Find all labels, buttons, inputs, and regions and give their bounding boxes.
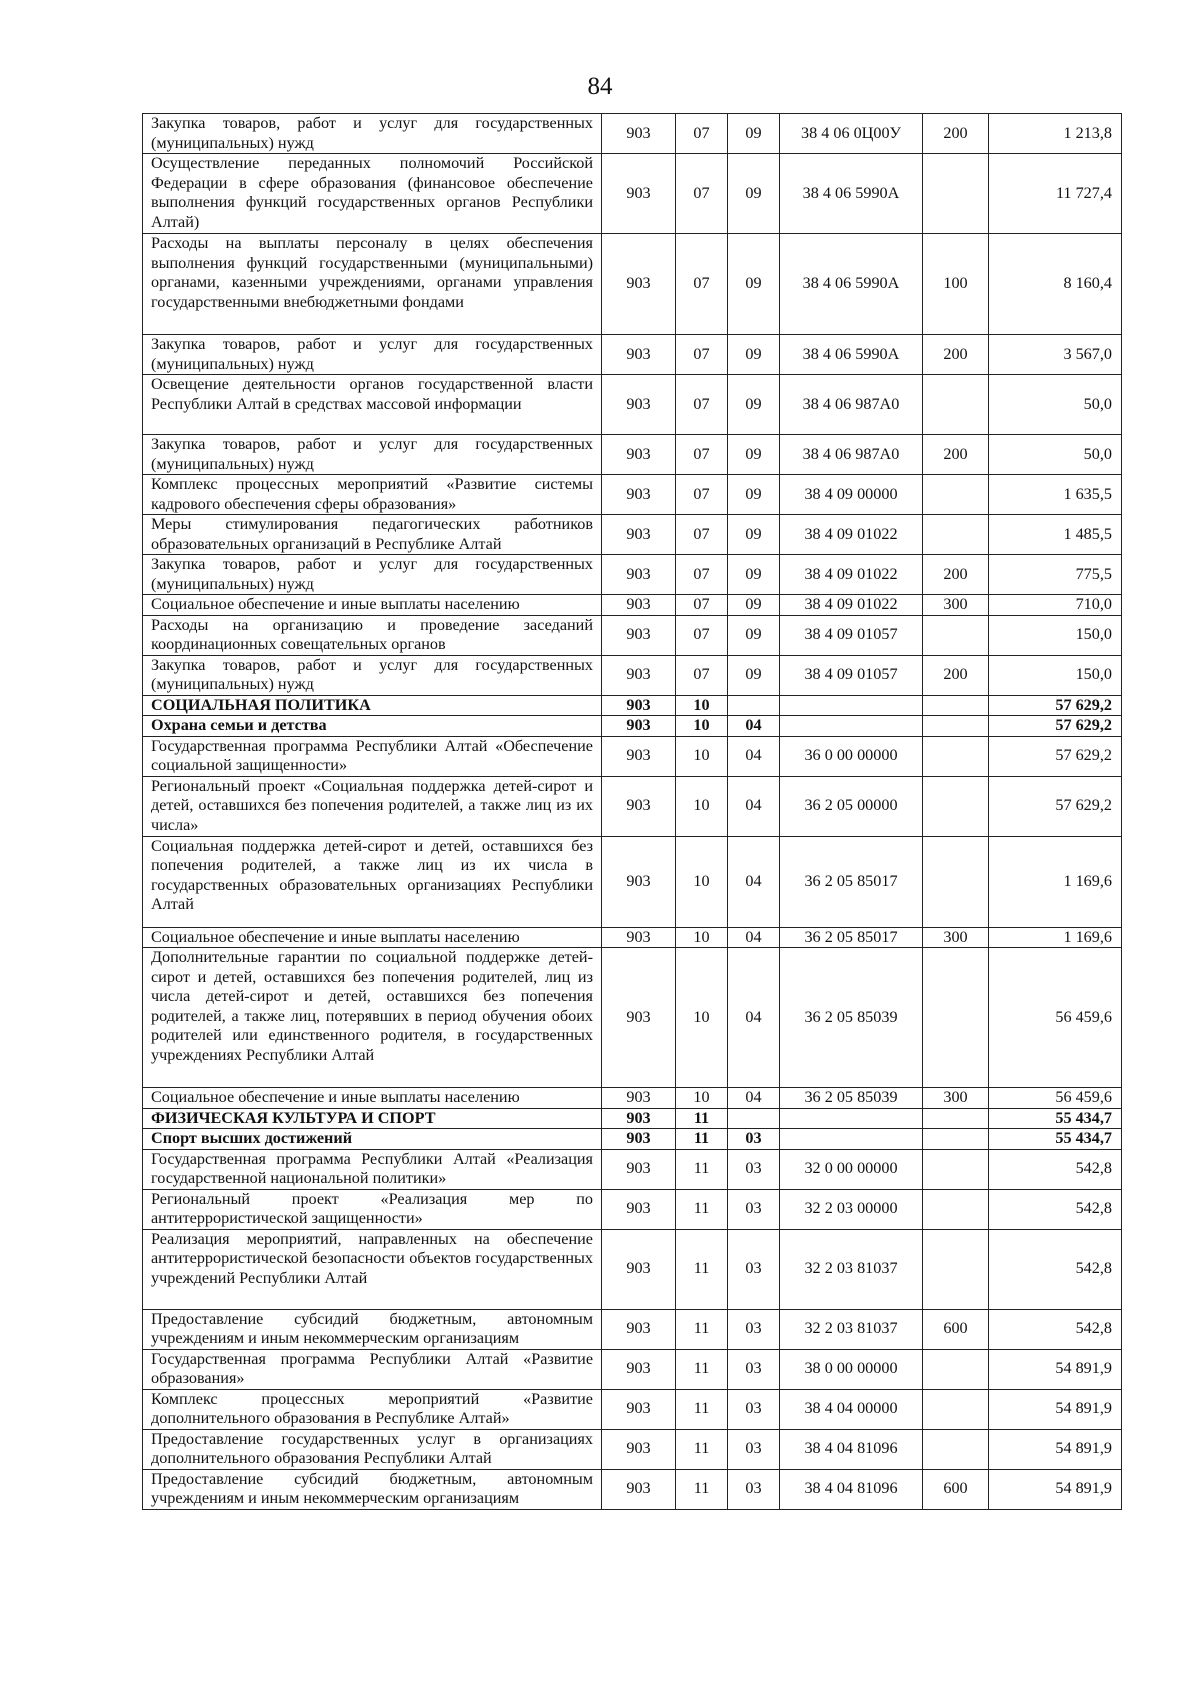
- cell-expense-type: [923, 1229, 989, 1309]
- cell-target-article: [780, 716, 923, 737]
- table-row: [143, 836, 1122, 927]
- cell-section: 07: [676, 234, 728, 335]
- cell-amount: 57 629,2: [989, 695, 1122, 716]
- cell-name: Региональный проект «Социальная поддержка детей-сирот и детей, оставшихся без попечения родителей, а также лиц из их числа»: [143, 776, 602, 836]
- cell-name: Освещение деятельности органов государственной власти Республики Алтай в средствах массовой информации: [143, 375, 602, 435]
- cell-expense-type: 300: [923, 927, 989, 948]
- cell-grbs: 903: [602, 776, 676, 836]
- cell-grbs: 903: [602, 435, 676, 475]
- cell-amount: 50,0: [989, 375, 1122, 435]
- cell-target-article: 38 0 00 00000: [780, 1349, 923, 1389]
- cell-expense-type: [923, 776, 989, 836]
- cell-grbs: 903: [602, 1189, 676, 1229]
- cell-expense-type: 200: [923, 655, 989, 695]
- cell-section: 10: [676, 695, 728, 716]
- cell-name: Закупка товаров, работ и услуг для государственных (муниципальных) нужд: [143, 114, 602, 154]
- cell-expense-type: [923, 375, 989, 435]
- cell-amount: 54 891,9: [989, 1429, 1122, 1469]
- cell-grbs: 903: [602, 1149, 676, 1189]
- cell-expense-type: [923, 948, 989, 1088]
- page-number: 84: [587, 73, 613, 100]
- cell-subsection: 09: [728, 595, 780, 616]
- cell-target-article: 32 2 03 81037: [780, 1309, 923, 1349]
- cell-name: Государственная программа Республики Алтай «Реализация государственной национальной политики»: [143, 1149, 602, 1189]
- cell-grbs: 903: [602, 515, 676, 555]
- cell-subsection: 04: [728, 776, 780, 836]
- cell-grbs: 903: [602, 555, 676, 595]
- cell-section: 07: [676, 555, 728, 595]
- table-row: [143, 475, 1122, 515]
- cell-target-article: 38 4 04 00000: [780, 1389, 923, 1429]
- cell-name: Меры стимулирования педагогических работников образовательных организаций в Республике Алтай: [143, 515, 602, 555]
- cell-subsection: 03: [728, 1429, 780, 1469]
- cell-expense-type: 200: [923, 114, 989, 154]
- cell-amount: 57 629,2: [989, 716, 1122, 737]
- cell-name: Предоставление субсидий бюджетным, автономным учреждениям и иным некоммерческим организациям: [143, 1469, 602, 1509]
- cell-grbs: 903: [602, 335, 676, 375]
- cell-subsection: 03: [728, 1469, 780, 1509]
- cell-name: Комплекс процессных мероприятий «Развитие дополнительного образования в Республике Алтай»: [143, 1389, 602, 1429]
- cell-expense-type: [923, 1189, 989, 1229]
- cell-section: 11: [676, 1309, 728, 1349]
- cell-grbs: 903: [602, 927, 676, 948]
- cell-amount: 11 727,4: [989, 154, 1122, 234]
- budget-table: [142, 113, 1122, 1510]
- cell-name: Социальное обеспечение и иные выплаты населению: [143, 595, 602, 616]
- table-row: [143, 1389, 1122, 1429]
- cell-expense-type: [923, 475, 989, 515]
- table-row: [143, 615, 1122, 655]
- cell-name: Реализация мероприятий, направленных на обеспечение антитеррористической безопасности объектов государственных учреждений Республики Алтай: [143, 1229, 602, 1309]
- cell-section: 07: [676, 475, 728, 515]
- cell-expense-type: 200: [923, 555, 989, 595]
- cell-amount: 57 629,2: [989, 736, 1122, 776]
- cell-target-article: 36 2 05 85039: [780, 948, 923, 1088]
- cell-amount: 1 169,6: [989, 927, 1122, 948]
- table-row: [143, 555, 1122, 595]
- cell-grbs: 903: [602, 736, 676, 776]
- cell-section: 07: [676, 435, 728, 475]
- cell-amount: 56 459,6: [989, 1088, 1122, 1109]
- cell-amount: 55 434,7: [989, 1108, 1122, 1129]
- cell-grbs: 903: [602, 154, 676, 234]
- cell-amount: 56 459,6: [989, 948, 1122, 1088]
- table-row: [143, 776, 1122, 836]
- cell-expense-type: [923, 736, 989, 776]
- cell-amount: 710,0: [989, 595, 1122, 616]
- table-row: [143, 1149, 1122, 1189]
- cell-subsection: 03: [728, 1189, 780, 1229]
- table-row: [143, 515, 1122, 555]
- cell-target-article: 38 4 06 5990А: [780, 234, 923, 335]
- cell-amount: 542,8: [989, 1149, 1122, 1189]
- cell-amount: 54 891,9: [989, 1469, 1122, 1509]
- cell-section: 11: [676, 1349, 728, 1389]
- table-row: [143, 1088, 1122, 1109]
- cell-amount: 150,0: [989, 615, 1122, 655]
- cell-name: Социальное обеспечение и иные выплаты населению: [143, 927, 602, 948]
- cell-target-article: [780, 1108, 923, 1129]
- cell-target-article: 38 4 06 987А0: [780, 375, 923, 435]
- cell-grbs: 903: [602, 1469, 676, 1509]
- table-row: [143, 595, 1122, 616]
- cell-subsection: 03: [728, 1129, 780, 1150]
- cell-subsection: 04: [728, 736, 780, 776]
- cell-section: 07: [676, 595, 728, 616]
- table-row: [143, 335, 1122, 375]
- table-row: [143, 716, 1122, 737]
- cell-expense-type: [923, 1129, 989, 1150]
- cell-section: 10: [676, 836, 728, 927]
- cell-subsection: 04: [728, 836, 780, 927]
- cell-expense-type: [923, 1429, 989, 1469]
- cell-expense-type: 200: [923, 335, 989, 375]
- cell-name: Охрана семьи и детства: [143, 716, 602, 737]
- cell-target-article: [780, 695, 923, 716]
- cell-subsection: 03: [728, 1229, 780, 1309]
- table-row: [143, 234, 1122, 335]
- cell-target-article: [780, 1129, 923, 1150]
- cell-grbs: 903: [602, 1088, 676, 1109]
- cell-amount: 542,8: [989, 1309, 1122, 1349]
- table-row: [143, 375, 1122, 435]
- table-row: [143, 1108, 1122, 1129]
- cell-section: 07: [676, 335, 728, 375]
- cell-section: 10: [676, 948, 728, 1088]
- cell-subsection: 09: [728, 475, 780, 515]
- table-row: [143, 435, 1122, 475]
- cell-subsection: 09: [728, 615, 780, 655]
- cell-name: Закупка товаров, работ и услуг для государственных (муниципальных) нужд: [143, 555, 602, 595]
- cell-expense-type: [923, 1149, 989, 1189]
- cell-name: Государственная программа Республики Алтай «Обеспечение социальной защищенности»: [143, 736, 602, 776]
- cell-amount: 1 169,6: [989, 836, 1122, 927]
- cell-grbs: 903: [602, 1309, 676, 1349]
- cell-target-article: 32 2 03 81037: [780, 1229, 923, 1309]
- cell-section: 07: [676, 515, 728, 555]
- cell-subsection: 09: [728, 234, 780, 335]
- cell-amount: 55 434,7: [989, 1129, 1122, 1150]
- cell-name: Предоставление субсидий бюджетным, автономным учреждениям и иным некоммерческим организациям: [143, 1309, 602, 1349]
- cell-section: 10: [676, 716, 728, 737]
- cell-name: Расходы на организацию и проведение заседаний координационных совещательных органов: [143, 615, 602, 655]
- table-row: [143, 1429, 1122, 1469]
- cell-target-article: 38 4 06 5990А: [780, 335, 923, 375]
- cell-grbs: 903: [602, 234, 676, 335]
- cell-expense-type: [923, 154, 989, 234]
- cell-section: 11: [676, 1189, 728, 1229]
- cell-name: Закупка товаров, работ и услуг для государственных (муниципальных) нужд: [143, 435, 602, 475]
- cell-section: 10: [676, 736, 728, 776]
- cell-section: 11: [676, 1129, 728, 1150]
- cell-subsection: 09: [728, 335, 780, 375]
- cell-amount: 542,8: [989, 1229, 1122, 1309]
- cell-grbs: 903: [602, 1389, 676, 1429]
- cell-subsection: 03: [728, 1349, 780, 1389]
- cell-section: 11: [676, 1108, 728, 1129]
- table-row: [143, 1349, 1122, 1389]
- cell-subsection: 09: [728, 435, 780, 475]
- table-row: [143, 1309, 1122, 1349]
- cell-target-article: 38 4 09 00000: [780, 475, 923, 515]
- cell-amount: 50,0: [989, 435, 1122, 475]
- cell-expense-type: [923, 1349, 989, 1389]
- cell-grbs: 903: [602, 1229, 676, 1309]
- cell-expense-type: 300: [923, 595, 989, 616]
- cell-amount: 542,8: [989, 1189, 1122, 1229]
- cell-grbs: 903: [602, 375, 676, 435]
- table-row: [143, 1229, 1122, 1309]
- cell-subsection: 09: [728, 515, 780, 555]
- table-row: [143, 1189, 1122, 1229]
- cell-subsection: 03: [728, 1309, 780, 1349]
- cell-subsection: 04: [728, 1088, 780, 1109]
- cell-grbs: 903: [602, 595, 676, 616]
- cell-amount: 1 213,8: [989, 114, 1122, 154]
- cell-section: 10: [676, 1088, 728, 1109]
- table-row: [143, 1469, 1122, 1509]
- cell-expense-type: [923, 836, 989, 927]
- cell-name: Спорт высших достижений: [143, 1129, 602, 1150]
- cell-section: 07: [676, 154, 728, 234]
- cell-target-article: 38 4 09 01057: [780, 655, 923, 695]
- cell-name: Дополнительные гарантии по социальной поддержке детей-сирот и детей, оставшихся без попечения родителей, лиц из числа детей-сирот и детей, оставшихся без попечения родителей, а также лиц, потерявших в период обучения обоих родителей или единственного родителя, в государственных учреждениях Республики Алтай: [143, 948, 602, 1088]
- cell-grbs: 903: [602, 615, 676, 655]
- cell-name: Осуществление переданных полномочий Российской Федерации в сфере образования (финансовое обеспечение выполнения функций государственных органов Республики Алтай): [143, 154, 602, 234]
- cell-target-article: 38 4 06 987А0: [780, 435, 923, 475]
- cell-target-article: 32 2 03 00000: [780, 1189, 923, 1229]
- cell-target-article: 38 4 09 01022: [780, 555, 923, 595]
- cell-expense-type: 600: [923, 1469, 989, 1509]
- cell-target-article: 36 0 00 00000: [780, 736, 923, 776]
- cell-target-article: 38 4 04 81096: [780, 1469, 923, 1509]
- cell-name: СОЦИАЛЬНАЯ ПОЛИТИКА: [143, 695, 602, 716]
- cell-section: 11: [676, 1389, 728, 1429]
- cell-section: 07: [676, 655, 728, 695]
- cell-target-article: 38 4 06 0Ц00У: [780, 114, 923, 154]
- cell-grbs: 903: [602, 475, 676, 515]
- cell-grbs: 903: [602, 695, 676, 716]
- cell-subsection: 09: [728, 154, 780, 234]
- cell-name: Социальное обеспечение и иные выплаты населению: [143, 1088, 602, 1109]
- cell-name: Комплекс процессных мероприятий «Развитие системы кадрового обеспечения сферы образования»: [143, 475, 602, 515]
- cell-target-article: 36 2 05 85017: [780, 836, 923, 927]
- cell-subsection: 09: [728, 655, 780, 695]
- cell-target-article: 38 4 09 01022: [780, 515, 923, 555]
- cell-grbs: 903: [602, 114, 676, 154]
- budget-table-body: [143, 114, 1122, 1510]
- cell-target-article: 36 2 05 85017: [780, 927, 923, 948]
- cell-expense-type: [923, 515, 989, 555]
- cell-grbs: 903: [602, 716, 676, 737]
- cell-grbs: 903: [602, 1129, 676, 1150]
- cell-target-article: 36 2 05 85039: [780, 1088, 923, 1109]
- cell-section: 11: [676, 1149, 728, 1189]
- cell-name: Закупка товаров, работ и услуг для государственных (муниципальных) нужд: [143, 335, 602, 375]
- table-row: [143, 927, 1122, 948]
- cell-name: ФИЗИЧЕСКАЯ КУЛЬТУРА И СПОРТ: [143, 1108, 602, 1129]
- cell-name: Закупка товаров, работ и услуг для государственных (муниципальных) нужд: [143, 655, 602, 695]
- cell-section: 11: [676, 1429, 728, 1469]
- cell-subsection: 09: [728, 555, 780, 595]
- cell-section: 10: [676, 927, 728, 948]
- table-row: [143, 655, 1122, 695]
- cell-expense-type: 200: [923, 435, 989, 475]
- cell-expense-type: 100: [923, 234, 989, 335]
- cell-expense-type: [923, 695, 989, 716]
- cell-section: 10: [676, 776, 728, 836]
- cell-subsection: [728, 695, 780, 716]
- table-row: [143, 154, 1122, 234]
- cell-target-article: 36 2 05 00000: [780, 776, 923, 836]
- cell-amount: 8 160,4: [989, 234, 1122, 335]
- cell-amount: 1 485,5: [989, 515, 1122, 555]
- table-row: [143, 695, 1122, 716]
- cell-grbs: 903: [602, 1349, 676, 1389]
- cell-expense-type: [923, 1108, 989, 1129]
- cell-amount: 54 891,9: [989, 1389, 1122, 1429]
- cell-subsection: 04: [728, 927, 780, 948]
- cell-subsection: 03: [728, 1149, 780, 1189]
- cell-subsection: 04: [728, 948, 780, 1088]
- table-row: [143, 736, 1122, 776]
- table-row: [143, 948, 1122, 1088]
- cell-expense-type: [923, 1389, 989, 1429]
- cell-grbs: 903: [602, 836, 676, 927]
- cell-amount: 1 635,5: [989, 475, 1122, 515]
- table-row: [143, 114, 1122, 154]
- cell-name: Региональный проект «Реализация мер по антитеррористической защищенности»: [143, 1189, 602, 1229]
- cell-target-article: 38 4 04 81096: [780, 1429, 923, 1469]
- cell-grbs: 903: [602, 1108, 676, 1129]
- cell-name: Государственная программа Республики Алтай «Развитие образования»: [143, 1349, 602, 1389]
- cell-subsection: 09: [728, 114, 780, 154]
- cell-grbs: 903: [602, 948, 676, 1088]
- cell-expense-type: 600: [923, 1309, 989, 1349]
- cell-expense-type: [923, 716, 989, 737]
- cell-target-article: 38 4 06 5990А: [780, 154, 923, 234]
- cell-target-article: 32 0 00 00000: [780, 1149, 923, 1189]
- cell-amount: 54 891,9: [989, 1349, 1122, 1389]
- cell-amount: 3 567,0: [989, 335, 1122, 375]
- cell-name: Социальная поддержка детей-сирот и детей, оставшихся без попечения родителей, а также лиц из их числа в государственных образовательных организациях Республики Алтай: [143, 836, 602, 927]
- cell-grbs: 903: [602, 655, 676, 695]
- cell-expense-type: [923, 615, 989, 655]
- cell-target-article: 38 4 09 01057: [780, 615, 923, 655]
- cell-subsection: 03: [728, 1389, 780, 1429]
- cell-name: Расходы на выплаты персоналу в целях обеспечения выполнения функций государственными (муниципальными) органами, казенными учреждениями, органами управления государственными внебюджетными фондами: [143, 234, 602, 335]
- cell-expense-type: 300: [923, 1088, 989, 1109]
- cell-amount: 775,5: [989, 555, 1122, 595]
- cell-subsection: [728, 1108, 780, 1129]
- table-row: [143, 1129, 1122, 1150]
- cell-grbs: 903: [602, 1429, 676, 1469]
- cell-section: 07: [676, 114, 728, 154]
- cell-section: 11: [676, 1229, 728, 1309]
- cell-name: Предоставление государственных услуг в организациях дополнительного образования Республики Алтай: [143, 1429, 602, 1469]
- cell-section: 07: [676, 615, 728, 655]
- cell-amount: 57 629,2: [989, 776, 1122, 836]
- cell-subsection: 04: [728, 716, 780, 737]
- cell-section: 11: [676, 1469, 728, 1509]
- cell-section: 07: [676, 375, 728, 435]
- cell-amount: 150,0: [989, 655, 1122, 695]
- cell-subsection: 09: [728, 375, 780, 435]
- cell-target-article: 38 4 09 01022: [780, 595, 923, 616]
